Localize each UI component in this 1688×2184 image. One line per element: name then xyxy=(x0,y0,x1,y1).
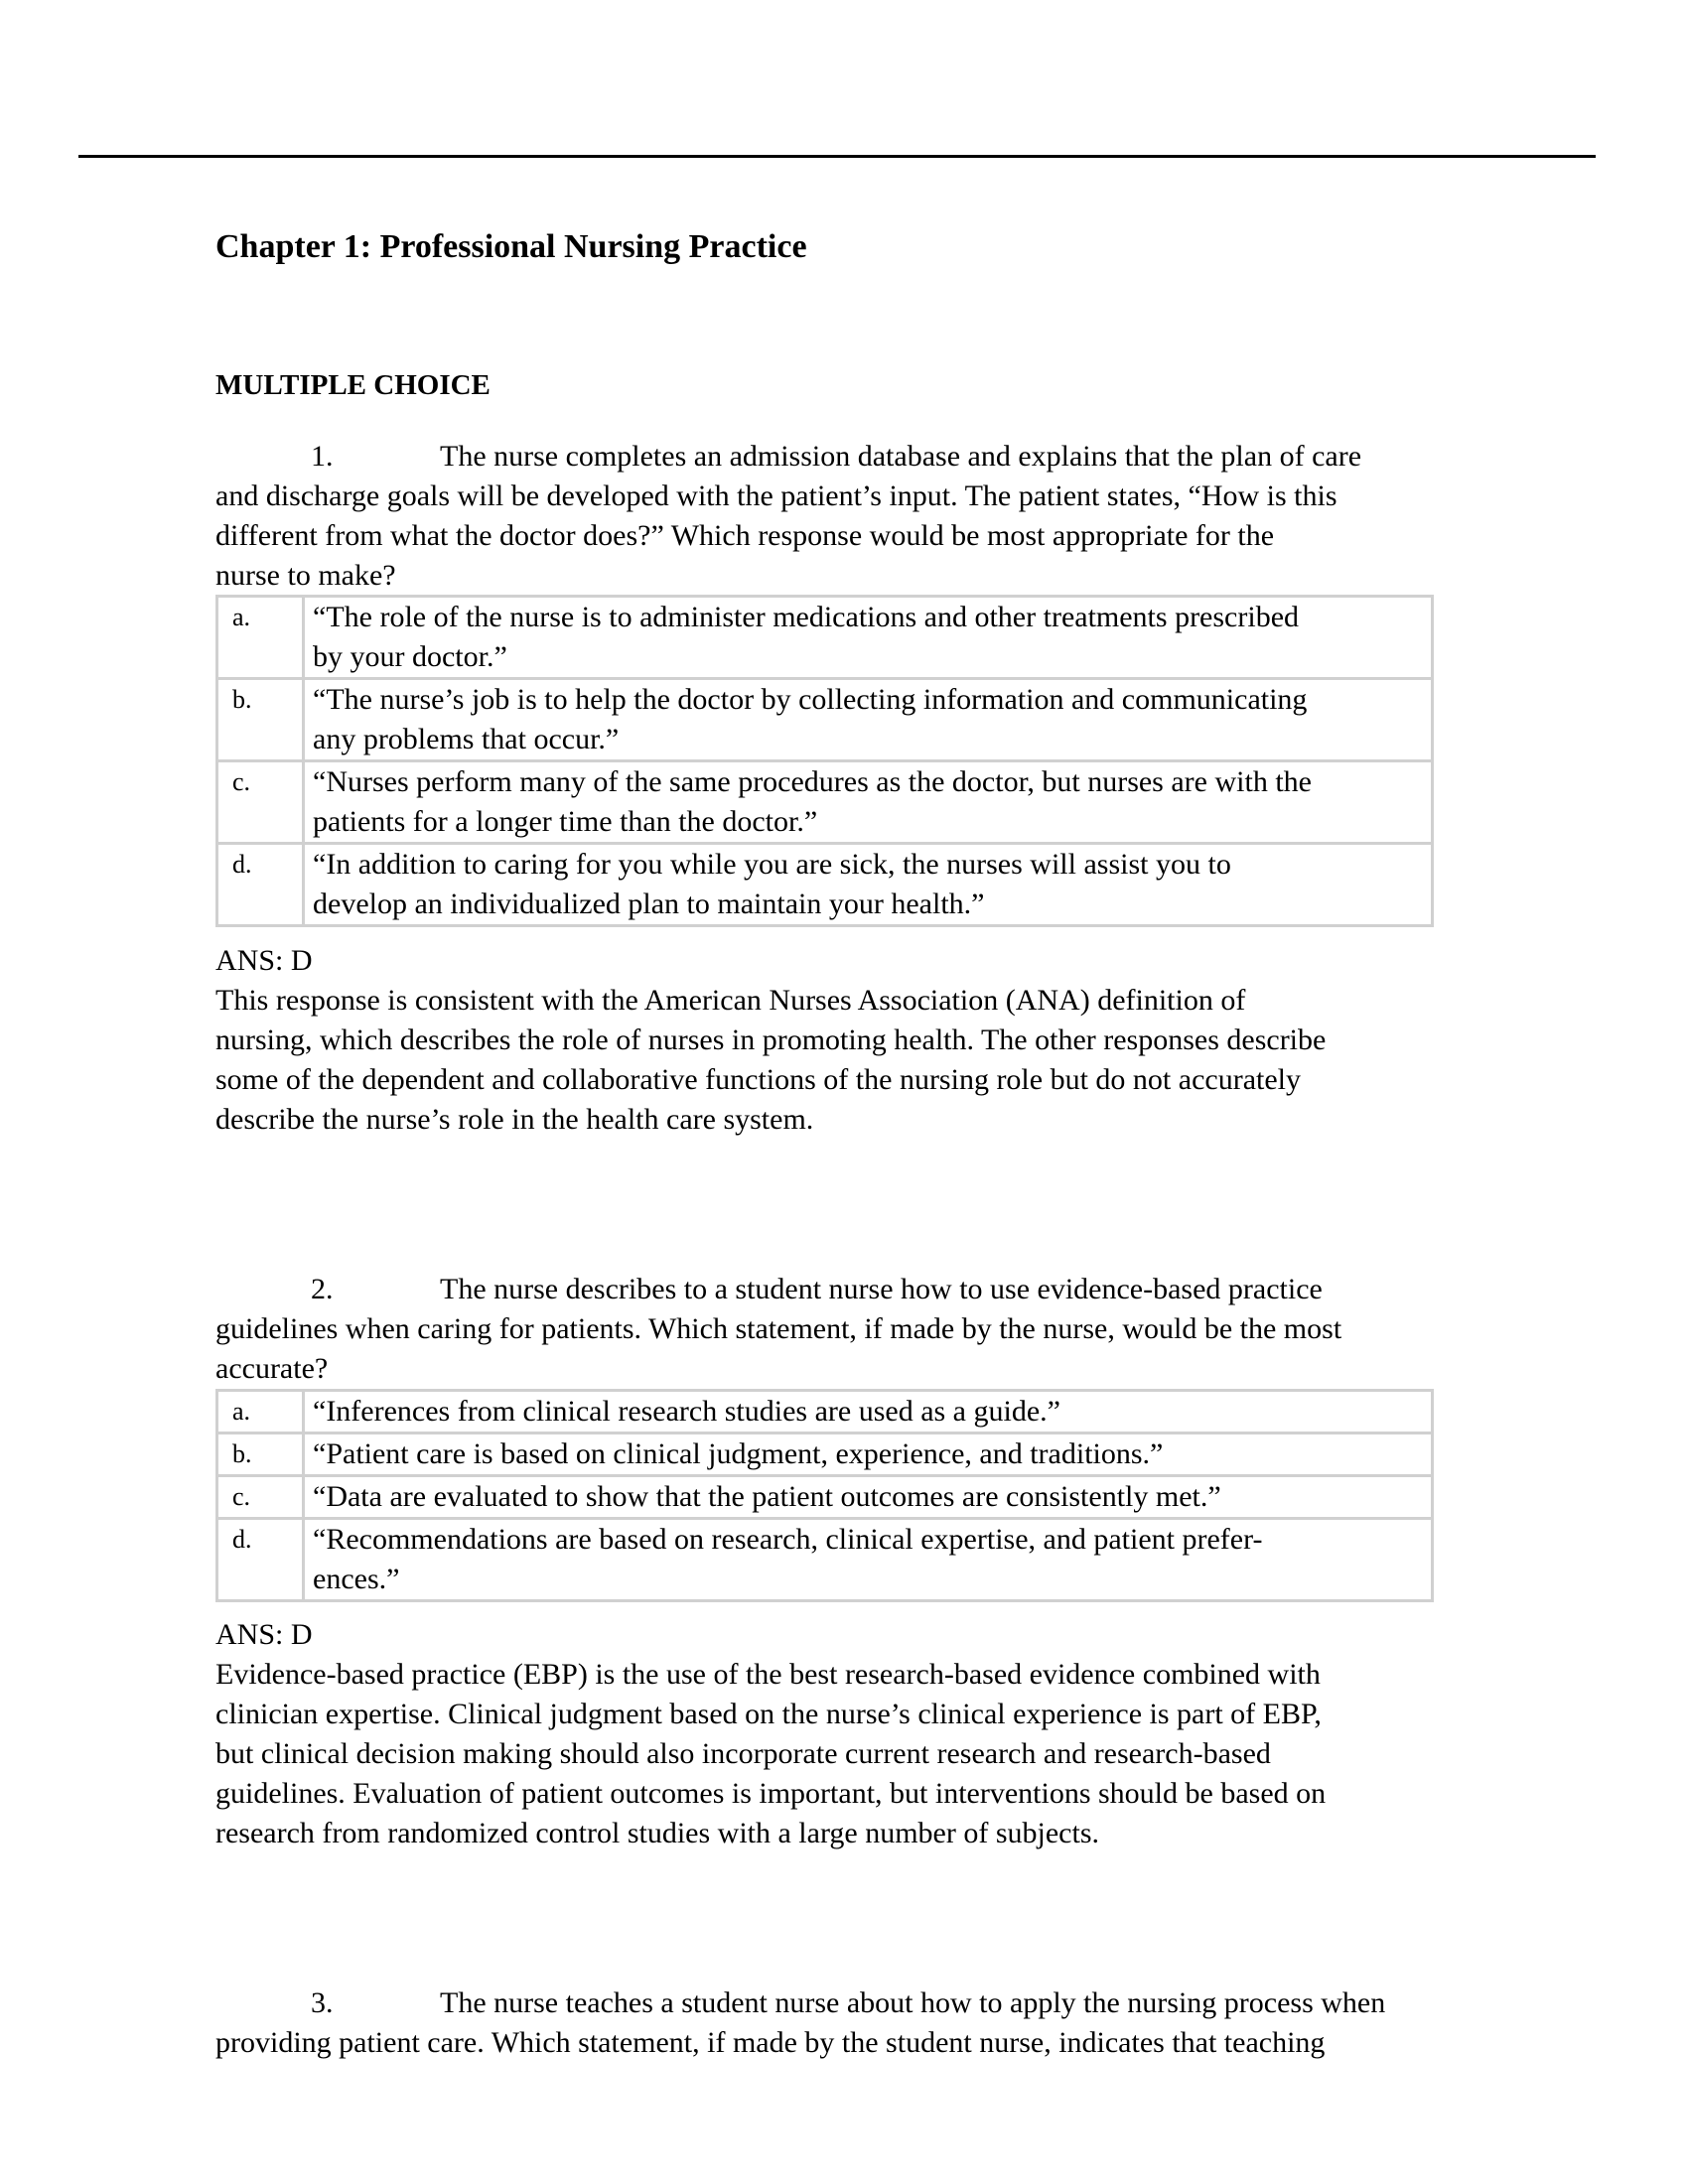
option-text xyxy=(304,761,1433,844)
rationale-line: This response is consistent with the American Nurses Association (ANA) definition of xyxy=(215,984,1246,1017)
option-line: “Data are evaluated to show that the patient outcomes are consistently met.” xyxy=(313,1480,1221,1513)
option-label: d. xyxy=(217,844,304,926)
stem-line: different from what the doctor does?” Which response would be most appropriate for the xyxy=(215,519,1275,552)
option-line: any problems that occur.” xyxy=(313,723,620,755)
rationale-line: clinician expertise. Clinical judgment based on the nurse’s clinical experience is part of EBP, xyxy=(215,1698,1322,1730)
option-label: b. xyxy=(217,1433,304,1476)
rationale-line: Evidence-based practice (EBP) is the use of the best research-based evidence combined with xyxy=(215,1658,1321,1691)
option-line: patients for a longer time than the doctor.” xyxy=(313,805,818,838)
option-text xyxy=(304,1519,1433,1601)
chapter-title: Chapter 1: Professional Nursing Practice xyxy=(215,228,807,265)
section-heading: MULTIPLE CHOICE xyxy=(215,369,491,401)
option-line: ences.” xyxy=(313,1563,400,1595)
option-line: “In addition to caring for you while you are sick, the nurses will assist you to xyxy=(313,848,1231,881)
stem-line: The nurse teaches a student nurse about how to apply the nursing process when xyxy=(440,1986,1386,2019)
option-b xyxy=(217,1433,1433,1476)
question-number: 2. xyxy=(311,1273,334,1305)
option-text xyxy=(304,1476,1433,1519)
rationale-line: research from randomized control studies with a large number of subjects. xyxy=(215,1817,1099,1849)
option-a xyxy=(217,597,1433,679)
header-rule xyxy=(78,155,1596,158)
option-text xyxy=(304,679,1433,761)
answer: ANS: D xyxy=(215,1618,313,1651)
option-label: c. xyxy=(217,1476,304,1519)
option-line: “Recommendations are based on research, clinical expertise, and patient prefer- xyxy=(313,1523,1263,1556)
option-c xyxy=(217,1476,1433,1519)
option-line: “Inferences from clinical research studies are used as a guide.” xyxy=(313,1395,1060,1428)
question-number: 1. xyxy=(311,440,334,473)
option-label: a. xyxy=(217,1391,304,1433)
option-text xyxy=(304,1433,1433,1476)
question-1-answer-block xyxy=(215,941,1326,1140)
option-b xyxy=(217,679,1433,761)
stem-line: and discharge goals will be developed with the patient’s input. The patient states, “How is this xyxy=(215,479,1337,512)
option-line: “The nurse’s job is to help the doctor by collecting information and communicating xyxy=(313,683,1308,716)
option-text xyxy=(304,1391,1433,1433)
option-text xyxy=(304,597,1433,679)
option-label: d. xyxy=(217,1519,304,1601)
option-line: “Nurses perform many of the same procedures as the doctor, but nurses are with the xyxy=(313,765,1312,798)
option-label: c. xyxy=(217,761,304,844)
rationale-line: describe the nurse’s role in the health care system. xyxy=(215,1103,814,1136)
question-3-stem xyxy=(215,1983,1385,2063)
rationale-line: nursing, which describes the role of nurses in promoting health. The other responses describe xyxy=(215,1024,1327,1056)
option-label: b. xyxy=(217,679,304,761)
option-label: a. xyxy=(217,597,304,679)
option-line: by your doctor.” xyxy=(313,640,507,673)
question-number: 3. xyxy=(311,1986,334,2019)
option-line: “Patient care is based on clinical judgment, experience, and traditions.” xyxy=(313,1437,1164,1470)
stem-line: The nurse describes to a student nurse how to use evidence-based practice xyxy=(440,1273,1323,1305)
option-text xyxy=(304,844,1433,926)
option-line: “The role of the nurse is to administer medications and other treatments prescribed xyxy=(313,601,1300,633)
option-a xyxy=(217,1391,1433,1433)
question-2-stem xyxy=(215,1270,1341,1389)
stem-line: The nurse completes an admission database and explains that the plan of care xyxy=(440,440,1362,473)
question-2-options xyxy=(215,1389,1434,1602)
answer: ANS: D xyxy=(215,944,313,977)
option-d xyxy=(217,844,1433,926)
rationale-line: but clinical decision making should also incorporate current research and research-based xyxy=(215,1737,1271,1770)
rationale-line: some of the dependent and collaborative functions of the nursing role but do not accurately xyxy=(215,1063,1301,1096)
question-1-stem xyxy=(215,437,1361,596)
question-2-answer-block xyxy=(215,1615,1326,1853)
stem-line: nurse to make? xyxy=(215,559,396,592)
option-c xyxy=(217,761,1433,844)
stem-line: accurate? xyxy=(215,1352,329,1385)
question-1-options xyxy=(215,595,1434,927)
stem-line: providing patient care. Which statement, if made by the student nurse, indicates that teaching xyxy=(215,2026,1326,2059)
option-d xyxy=(217,1519,1433,1601)
stem-line: guidelines when caring for patients. Which statement, if made by the nurse, would be the most xyxy=(215,1312,1342,1345)
option-line: develop an individualized plan to maintain your health.” xyxy=(313,887,985,920)
rationale-line: guidelines. Evaluation of patient outcomes is important, but interventions should be based on xyxy=(215,1777,1327,1810)
